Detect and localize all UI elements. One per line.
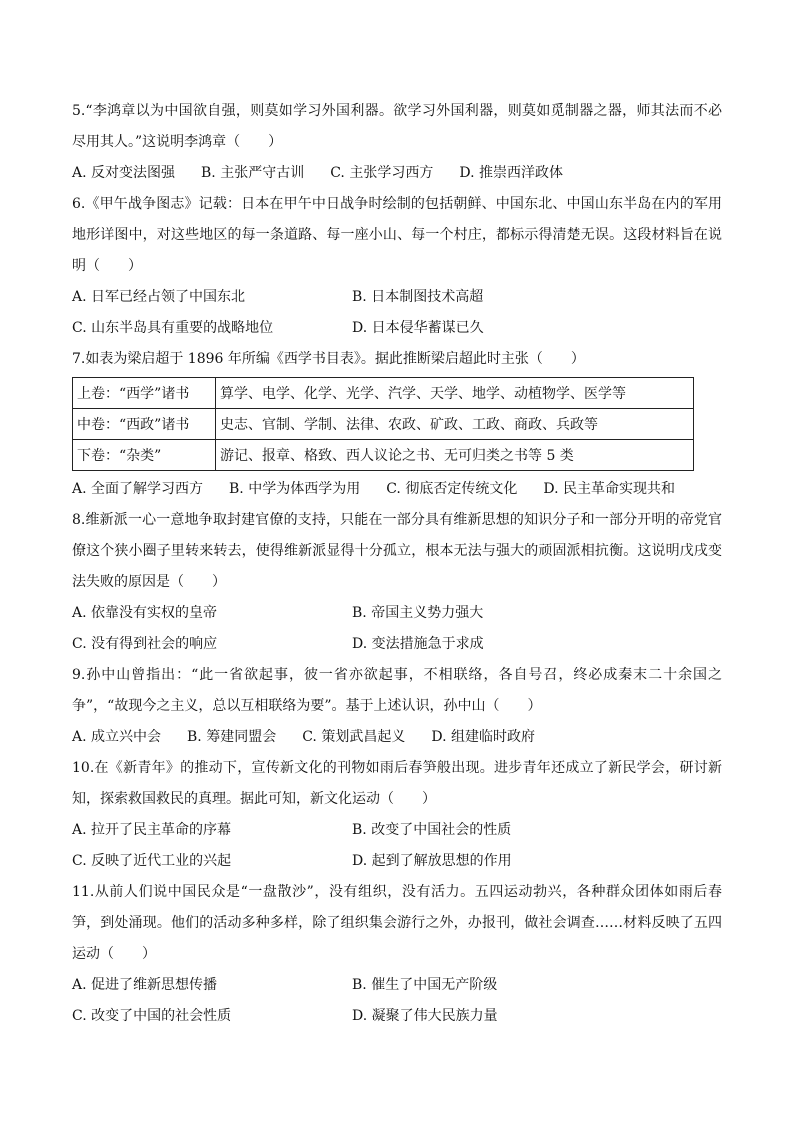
table-cell: 上卷：“西学”诸书 — [73, 378, 216, 409]
question-7-stem: 7.如表为梁启超于 1896 年所编《西学书目表》。据此推断梁启超此时主张（ ） — [72, 351, 585, 367]
table-row — [73, 409, 694, 440]
table-row — [73, 440, 694, 471]
question-6-options — [72, 282, 722, 344]
option-a[interactable]: A. 日军已经占领了中国东北 — [72, 289, 246, 305]
option-a[interactable]: A. 拉开了民主革命的序幕 — [72, 822, 232, 838]
book-list-table — [72, 377, 694, 471]
option-d[interactable]: D. 组建临时政府 — [431, 729, 535, 745]
question-6-stem: 6.《甲午战争图志》记载：日本在甲午中日战争时绘制的包括朝鲜、中国东北、中国山东半岛在内的军用地形详图中，对这些地区的每一条道路、每一座小山、每一个村庄，都标示得清楚无误。这段材料旨在说明（ ） — [72, 196, 722, 274]
question-8-stem: 8.维新派一心一意地争取封建官僚的支持，只能在一部分具有维新思想的知识分子和一部分开明的帝党官僚这个狭小圈子里转来转去，使得维新派显得十分孤立，根本无法与强大的顽固派相抗衡。这说明戊戌变法失败的原因是（ ） — [72, 512, 722, 590]
option-c[interactable]: C. 策划武昌起义 — [302, 729, 406, 745]
option-d[interactable]: D. 凝聚了伟大民族力量 — [352, 1008, 498, 1024]
option-d[interactable]: D. 民主革命实现共和 — [543, 481, 675, 497]
table-cell: 游记、报章、格致、西人议论之书、无可归类之书等 5 类 — [216, 440, 694, 471]
question-8 — [72, 505, 722, 660]
option-d[interactable]: D. 起到了解放思想的作用 — [352, 853, 512, 869]
question-10-stem: 10.在《新青年》的推动下，宣传新文化的刊物如雨后春笋般出现。进步青年还成立了新民学会，研讨新知，探索救国救民的真理。据此可知，新文化运动（ ） — [72, 760, 722, 807]
question-11 — [72, 877, 722, 1032]
question-10-options — [72, 815, 722, 877]
option-d[interactable]: D. 变法措施急于求成 — [352, 636, 484, 652]
question-10 — [72, 753, 722, 877]
table-row — [73, 378, 694, 409]
option-a[interactable]: A. 全面了解学习西方 — [72, 481, 204, 497]
option-d[interactable]: D. 日本侵华蓄谋已久 — [352, 320, 484, 336]
option-b[interactable]: B. 日本制图技术高超 — [352, 289, 484, 305]
option-c[interactable]: C. 山东半岛具有重要的战略地位 — [72, 320, 274, 336]
option-a[interactable]: A. 反对变法图强 — [72, 165, 176, 181]
option-c[interactable]: C. 反映了近代工业的兴起 — [72, 853, 232, 869]
option-c[interactable]: C. 主张学习西方 — [330, 165, 434, 181]
option-a[interactable]: A. 成立兴中会 — [72, 729, 162, 745]
question-5-options — [72, 158, 722, 189]
table-cell: 史志、官制、学制、法律、农政、矿政、工政、商政、兵政等 — [216, 409, 694, 440]
question-11-stem: 11.从前人们说中国民众是“一盘散沙”，没有组织，没有活力。五四运动勃兴，各种群众团体如雨后春笋，到处涌现。他们的活动多种多样，除了组织集会游行之外，办报刊，做社会调查……材料反映了五四运动（ ） — [72, 884, 722, 962]
option-d[interactable]: D. 推崇西洋政体 — [459, 165, 563, 181]
question-6 — [72, 189, 722, 344]
option-b[interactable]: B. 筹建同盟会 — [187, 729, 277, 745]
table-cell: 中卷：“西政”诸书 — [73, 409, 216, 440]
question-5 — [72, 96, 722, 189]
table-cell: 算学、电学、化学、光学、汽学、天学、地学、动植物学、医学等 — [216, 378, 694, 409]
question-8-options — [72, 598, 722, 660]
table-cell: 下卷：“杂类” — [73, 440, 216, 471]
question-11-options — [72, 970, 722, 1032]
option-a[interactable]: A. 促进了维新思想传播 — [72, 977, 218, 993]
exam-page — [72, 96, 722, 1032]
option-c[interactable]: C. 改变了中国的社会性质 — [72, 1008, 232, 1024]
question-9-stem: 9.孙中山曾指出：“此一省欲起事，彼一省亦欲起事，不相联络，各自号召，终必成秦末二十余国之争”，“故现今之主义，总以互相联络为要”。基于上述认识，孙中山（ ） — [72, 667, 722, 714]
option-b[interactable]: B. 改变了中国社会的性质 — [352, 822, 512, 838]
option-b[interactable]: B. 帝国主义势力强大 — [352, 605, 484, 621]
option-c[interactable]: C. 没有得到社会的响应 — [72, 636, 218, 652]
option-b[interactable]: B. 主张严守古训 — [201, 165, 305, 181]
question-7 — [72, 344, 722, 505]
question-9-options — [72, 722, 722, 753]
question-9 — [72, 660, 722, 753]
option-b[interactable]: B. 催生了中国无产阶级 — [352, 977, 498, 993]
question-7-options — [72, 474, 722, 505]
option-b[interactable]: B. 中学为体西学为用 — [229, 481, 361, 497]
option-a[interactable]: A. 依靠没有实权的皇帝 — [72, 605, 218, 621]
option-c[interactable]: C. 彻底否定传统文化 — [386, 481, 518, 497]
question-5-stem: 5.“李鸿章以为中国欲自强，则莫如学习外国利器。欲学习外国利器，则莫如觅制器之器，师其法而不必尽用其人。”这说明李鸿章（ ） — [72, 103, 722, 150]
